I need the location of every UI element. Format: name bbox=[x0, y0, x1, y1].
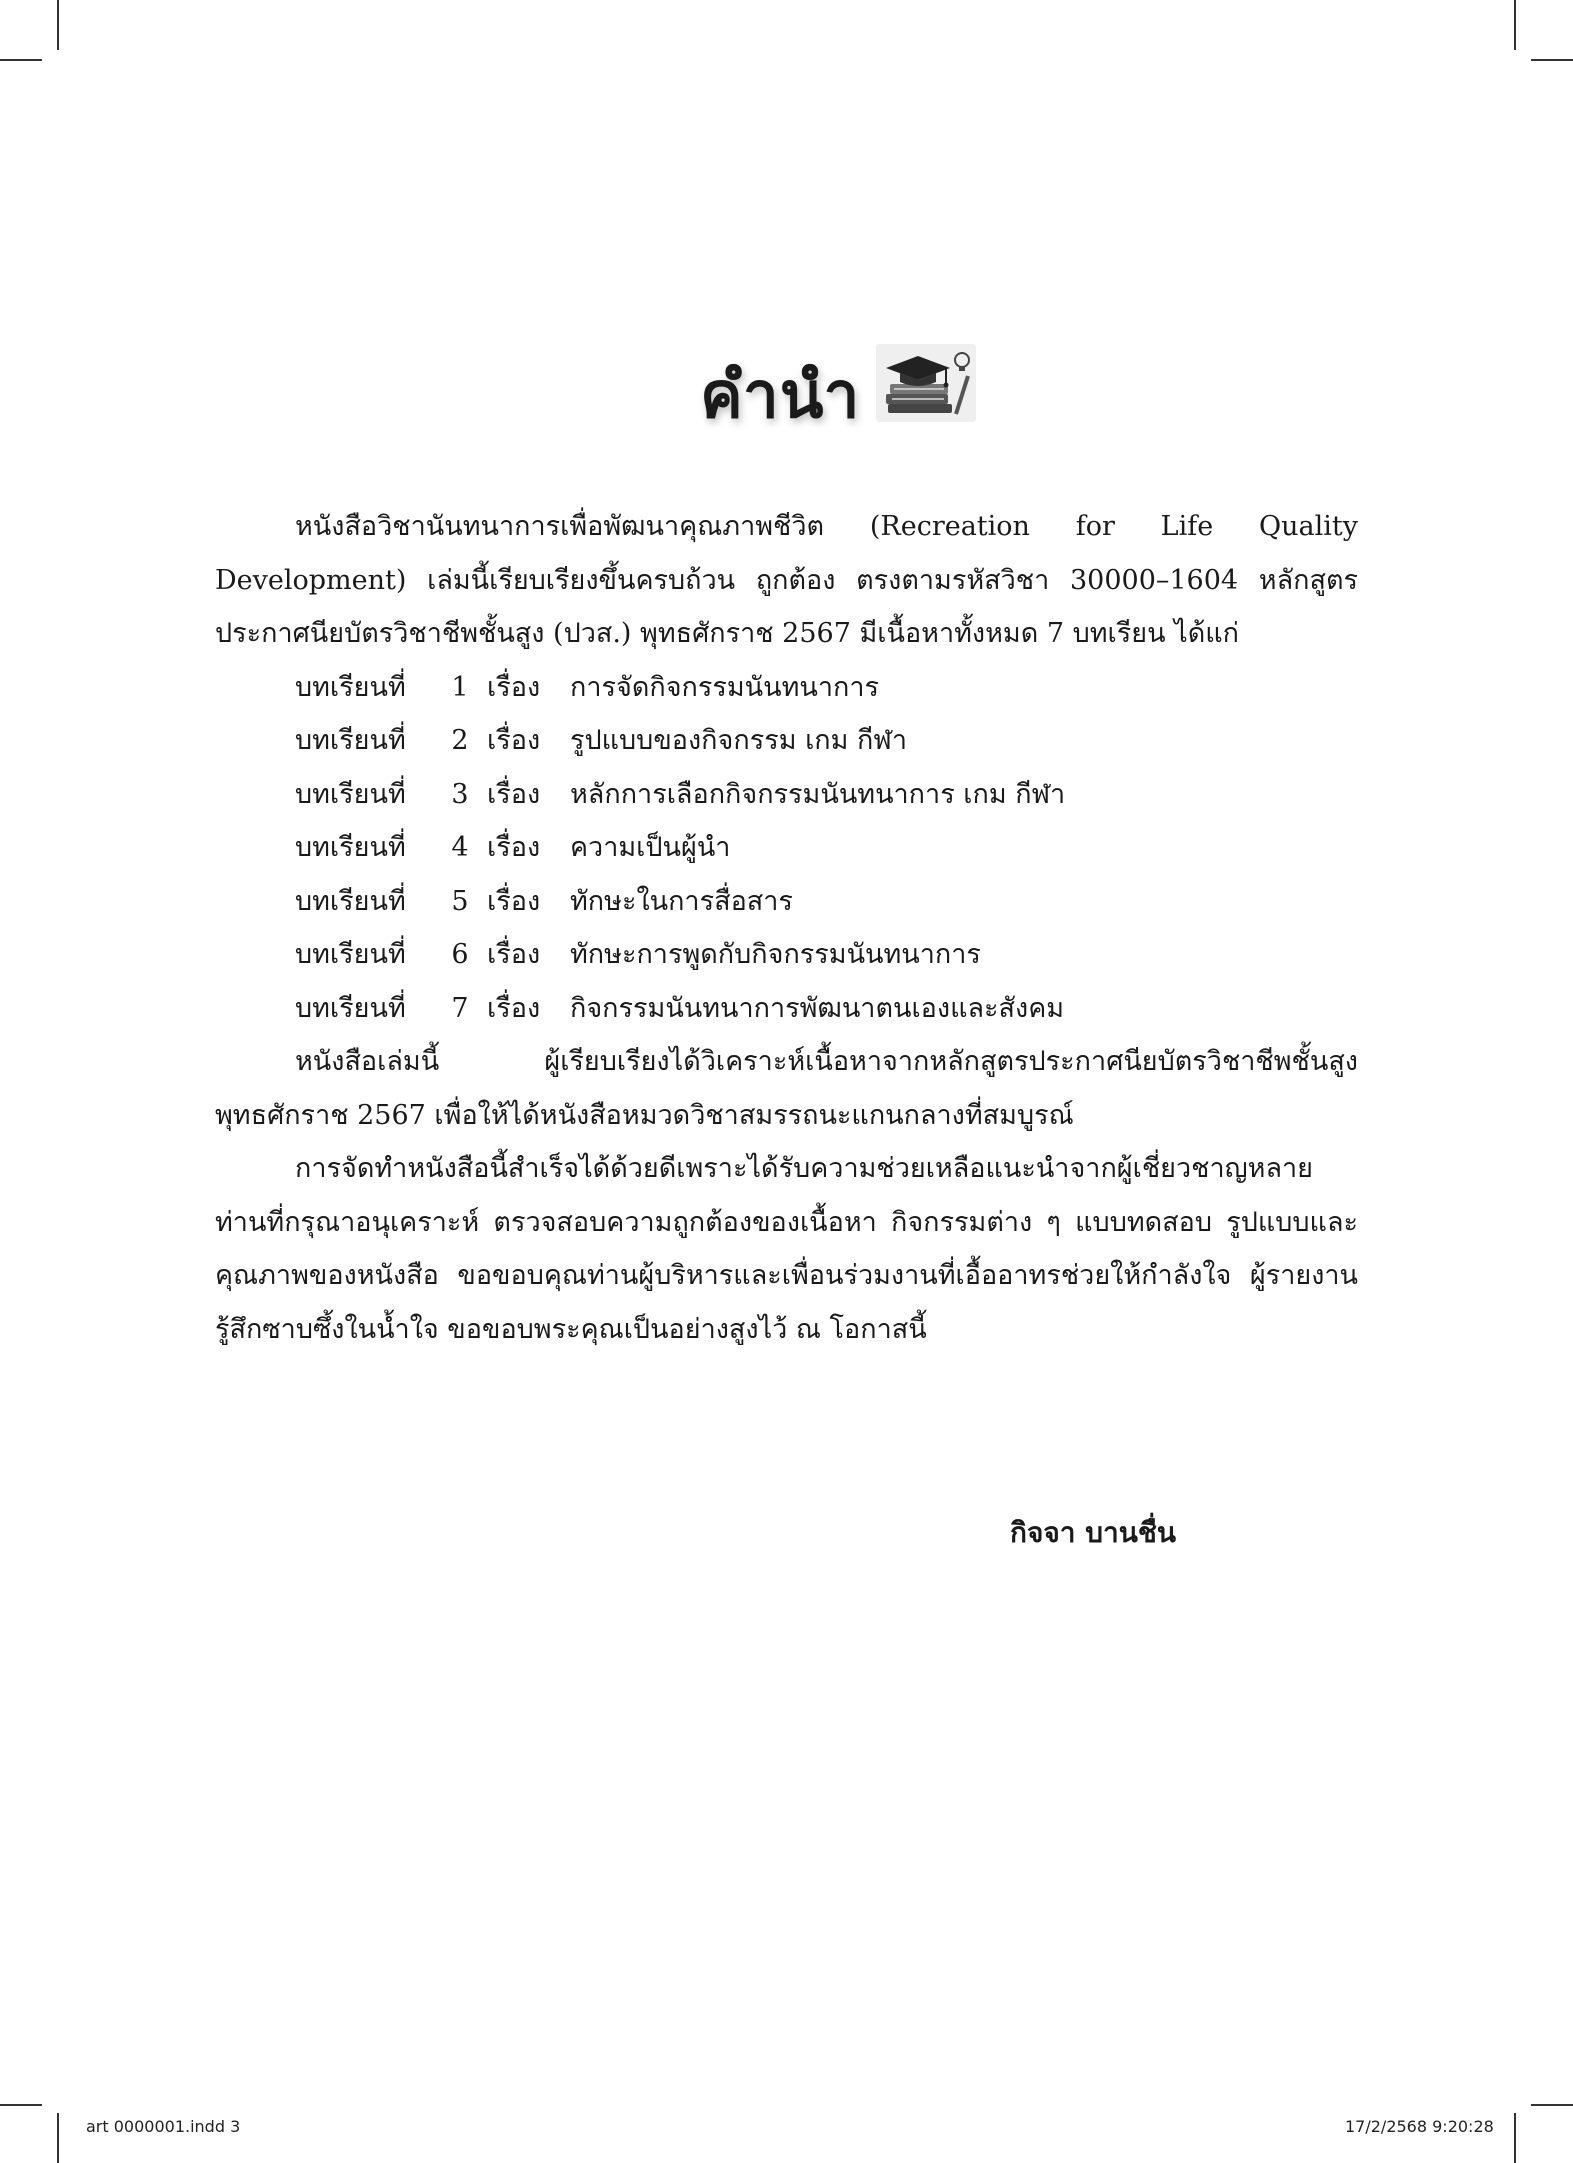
lesson-title: ทักษะในการสื่อสาร bbox=[570, 885, 793, 917]
page-header bbox=[700, 318, 976, 433]
page-title: คำนำ bbox=[700, 359, 861, 433]
crop-mark-top-right-vertical bbox=[1514, 0, 1516, 50]
graduation-cap-books-icon bbox=[876, 344, 976, 422]
lesson-list bbox=[215, 661, 1358, 1036]
analysis-paragraph: หนังสือเล่มนี้ ผู้เรียบเรียงได้วิเคราะห์เนื้อหาจากหลักสูตรประกาศนียบัตรวิชาชีพชั้นสูง พุทธศักราช 2567 เพื่อให้ได้หนังสือหมวดวิชาสมรรถนะแกนกลางที่สมบูรณ์ bbox=[215, 1046, 1358, 1131]
lesson-topic-word: เรื่อง bbox=[487, 832, 541, 863]
lesson-label: บทเรียนที่ bbox=[295, 778, 406, 810]
lesson-number: 5 bbox=[451, 885, 469, 917]
intro-paragraph: หนังสือวิชานันทนาการเพื่อพัฒนาคุณภาพชีวิต (Recreation for Life Quality Development) เล่มนี้เรียบเรียงขึ้นครบถ้วน ถูกต้อง ตรงตามรหัสวิชา 30000–1604 หลักสูตรประกาศนียบัตรวิชาชีพชั้นสูง (ปวส.) พุทธศักราช 2567 มีเนื้อหาทั้งหมด 7 บทเรียน ได้แก่ bbox=[215, 511, 1358, 649]
lesson-label: บทเรียนที่ bbox=[295, 992, 406, 1024]
lesson-topic-word: เรื่อง bbox=[487, 885, 541, 917]
lesson-number: 2 bbox=[451, 725, 469, 756]
lesson-title: ความเป็นผู้นำ bbox=[570, 832, 731, 863]
lesson-title: หลักการเลือกกิจกรรมนันทนาการ เกม กีฬา bbox=[570, 778, 1066, 810]
lesson-topic-word: เรื่อง bbox=[487, 992, 541, 1024]
lesson-label: บทเรียนที่ bbox=[295, 939, 406, 970]
lesson-topic-word: เรื่อง bbox=[487, 671, 541, 703]
footer-file-info: art 0000001.indd 3 bbox=[86, 2117, 241, 2136]
crop-mark-bottom-left-horizontal bbox=[0, 2104, 42, 2106]
lesson-title: กิจกรรมนันทนาการพัฒนาตนเองและสังคม bbox=[570, 992, 1065, 1024]
lesson-topic-word: เรื่อง bbox=[487, 778, 541, 810]
lesson-title: การจัดกิจกรรมนันทนาการ bbox=[570, 671, 880, 703]
lesson-label: บทเรียนที่ bbox=[295, 725, 406, 756]
lesson-item bbox=[215, 821, 1358, 875]
lesson-number: 6 bbox=[451, 939, 469, 970]
author-name: กิจจา บานชื่น bbox=[1010, 1516, 1177, 1549]
lesson-item bbox=[215, 875, 1358, 929]
lesson-label: บทเรียนที่ bbox=[295, 671, 406, 703]
lesson-item bbox=[215, 982, 1358, 1036]
lesson-label: บทเรียนที่ bbox=[295, 832, 406, 863]
lesson-label: บทเรียนที่ bbox=[295, 885, 406, 917]
lesson-title: รูปแบบของกิจกรรม เกม กีฬา bbox=[570, 725, 907, 756]
lesson-item bbox=[215, 768, 1358, 822]
crop-mark-top-left-vertical bbox=[57, 0, 59, 50]
lesson-number: 3 bbox=[451, 778, 469, 810]
acknowledgement-paragraph: การจัดทำหนังสือนี้สำเร็จได้ด้วยดีเพราะได้รับความช่วยเหลือแนะนำจากผู้เชี่ยวชาญหลายท่านที่กรุณาอนุเคราะห์ ตรวจสอบความถูกต้องของเนื้อหา กิจกรรมต่าง ๆ แบบทดสอบ รูปแบบและคุณภาพของหนังสือ ขอขอบคุณท่านผู้บริหารและเพื่อนร่วมงานที่เอื้ออาทรช่วยให้กำลังใจ ผู้รายงานรู้สึกซาบซึ้งในน้ำใจ ขอขอบพระคุณเป็นอย่างสูงไว้ ณ โอกาสนี้ bbox=[215, 1153, 1358, 1345]
footer-timestamp: 17/2/2568 9:20:28 bbox=[1345, 2117, 1494, 2136]
lesson-number: 1 bbox=[451, 671, 469, 703]
crop-mark-top-left-horizontal bbox=[0, 59, 42, 61]
lesson-topic-word: เรื่อง bbox=[487, 725, 541, 756]
lesson-title: ทักษะการพูดกับกิจกรรมนันทนาการ bbox=[570, 939, 981, 970]
lesson-number: 7 bbox=[451, 992, 469, 1024]
lesson-item bbox=[215, 714, 1358, 768]
crop-mark-top-right-horizontal bbox=[1531, 59, 1573, 61]
lesson-topic-word: เรื่อง bbox=[487, 939, 541, 970]
crop-mark-bottom-right-horizontal bbox=[1531, 2104, 1573, 2106]
lesson-number: 4 bbox=[451, 832, 469, 863]
lesson-item bbox=[215, 928, 1358, 982]
foreword-body bbox=[215, 500, 1358, 1356]
lesson-item bbox=[215, 661, 1358, 715]
crop-mark-bottom-left-vertical bbox=[57, 2113, 59, 2163]
crop-mark-bottom-right-vertical bbox=[1514, 2113, 1516, 2163]
